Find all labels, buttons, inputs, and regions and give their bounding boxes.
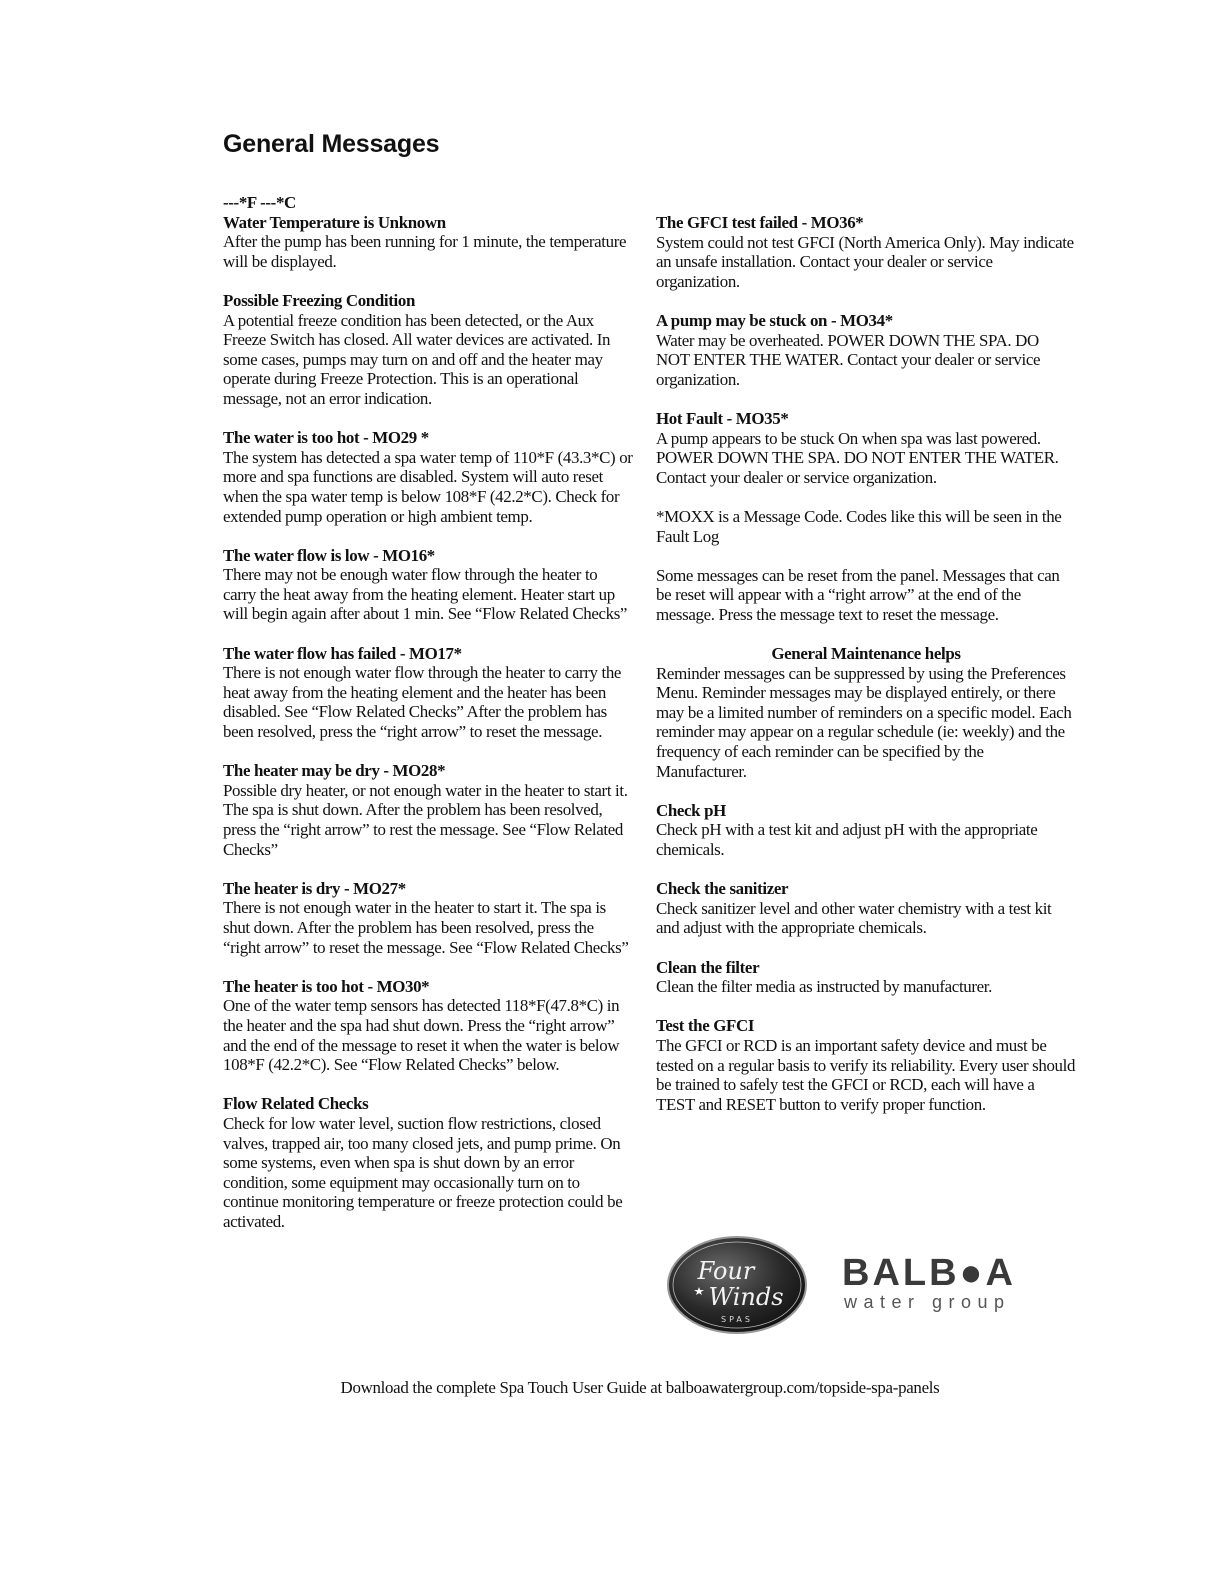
four-winds-word-winds: Winds	[708, 1283, 784, 1311]
section-mo28	[223, 761, 633, 859]
section-body: There is not enough water in the heater to start it. The spa is shut down. After the problem has been resolved, press the “right arrow” to reset the message. See “Flow Related Checks”	[223, 898, 629, 957]
balboa-logo	[838, 1252, 1048, 1318]
section-mo16	[223, 546, 633, 624]
balboa-subtitle: water group	[844, 1292, 1011, 1312]
balboa-wordmark: BALB●A	[842, 1252, 1016, 1294]
section-mo17	[223, 644, 633, 742]
section-body: A potential freeze condition has been detected, or the Aux Freeze Switch has closed. All water devices are activated. In some cases, pumps may turn on and off and the heater may operate during Freeze Protection. This is an operational message, not an error indication.	[223, 310, 611, 408]
section-heading: The water flow has failed - MO17*	[223, 643, 462, 663]
section-body: Water may be overheated. POWER DOWN THE SPA. DO NOT ENTER THE WATER. Contact your dealer or service organization.	[656, 330, 1041, 389]
section-heading: The heater is too hot - MO30*	[223, 976, 430, 996]
section-mo36	[656, 213, 1076, 291]
section-mo27	[223, 879, 633, 957]
maintenance-check-ph	[656, 801, 1076, 860]
section-body: A pump appears to be stuck On when spa was last powered. POWER DOWN THE SPA. DO NOT ENTER THE WATER. Contact your dealer or service organization.	[656, 428, 1059, 487]
section-heading: Check pH	[656, 800, 726, 820]
section-heading: Water Temperature is Unknown	[223, 212, 446, 232]
section-body: There is not enough water flow through the heater to carry the heat away from the heating element and the heater has been disabled. See “Flow Related Checks” After the problem has been resolved, press the “right arrow” to reset the message.	[223, 663, 622, 742]
note-reset-messages: Some messages can be reset from the panel. Messages that can be reset will appear with a “right arrow” at the end of the message. Press the message text to reset the message.	[656, 565, 1060, 624]
section-heading: Hot Fault - MO35*	[656, 408, 789, 428]
section-heading: The heater is dry - MO27*	[223, 878, 406, 898]
section-body: The GFCI or RCD is an important safety device and must be tested on a regular basis to verify its reliability. Every user should be trained to safely test the GFCI or RCD, each will have a TEST and RESET button to verify proper function.	[656, 1035, 1076, 1114]
footer-download-note: Download the complete Spa Touch User Guide at balboawatergroup.com/topside-spa-panels	[340, 1378, 940, 1397]
maintenance-test-gfci	[656, 1016, 1076, 1114]
maintenance-clean-filter	[656, 958, 1076, 997]
four-winds-spas-label: SPAS	[721, 1315, 753, 1324]
left-column	[223, 193, 633, 1251]
section-body: System could not test GFCI (North America Only). May indicate an unsafe installation. Contact your dealer or service organization.	[656, 232, 1074, 291]
section-heading: Possible Freezing Condition	[223, 290, 415, 310]
section-heading: Clean the filter	[656, 957, 760, 977]
section-mo30	[223, 977, 633, 1075]
four-winds-logo	[666, 1235, 808, 1335]
maintenance-check-sanitizer	[656, 879, 1076, 938]
section-body: After the pump has been running for 1 minute, the temperature will be displayed.	[223, 232, 627, 271]
section-heading: Check the sanitizer	[656, 879, 789, 899]
four-winds-word-four: Four	[697, 1257, 755, 1285]
section-body: There may not be enough water flow through the heater to carry the heat away from the heating element. Heater start up will begin again after about 1 min. See “Flow Related Checks”	[223, 565, 628, 624]
note-message-code: *MOXX is a Message Code. Codes like this will be seen in the Fault Log	[656, 506, 1062, 546]
section-body: Check sanitizer level and other water chemistry with a test kit and adjust with the appropriate chemicals.	[656, 898, 1052, 938]
section-mo35	[656, 409, 1076, 487]
section-body: One of the water temp sensors has detected 118*F(47.8*C) in the heater and the spa had shut down. Press the “right arrow” and the end of the message to reset it when the water is below 108*F (42.2*C). See “Flow Related Checks” below.	[223, 996, 620, 1075]
section-body: Check pH with a test kit and adjust pH with the appropriate chemicals.	[656, 820, 1038, 859]
section-heading: The water is too hot - MO29 *	[223, 428, 429, 448]
maintenance-intro: Reminder messages can be suppressed by using the Preferences Menu. Reminder messages may be displayed entirely, or there may be a limited number of reminders on a specific model. Each reminder may appear on a regular schedule (ie: weekly) and the frequency of each reminder can be specified by the Manufacturer.	[656, 663, 1072, 781]
section-heading: Flow Related Checks	[223, 1094, 369, 1114]
section-mo34	[656, 311, 1076, 389]
section-body: Possible dry heater, or not enough water in the heater to start it. The spa is shut down. After the problem has been resolved, press the “right arrow” to rest the message. See “Flow Related Checks”	[223, 780, 628, 859]
section-heading: The water flow is low - MO16*	[223, 545, 435, 565]
section-maintenance	[656, 644, 1076, 781]
section-body: Clean the filter media as instructed by manufacturer.	[656, 977, 993, 997]
section-heading: The heater may be dry - MO28*	[223, 761, 446, 781]
section-body: The system has detected a spa water temp of 110*F (43.3*C) or more and spa functions are disabled. System will auto reset when the spa water temp is below 108*F (42.2*C). Check for extended pump operation or high ambient temp.	[223, 447, 633, 526]
section-heading: A pump may be stuck on - MO34*	[656, 310, 893, 330]
temp-unknown-code: ---*F ---*C	[223, 193, 296, 212]
section-temp-unknown	[223, 213, 633, 272]
section-freezing	[223, 291, 633, 409]
page-title: General Messages	[223, 130, 440, 158]
section-mo29	[223, 428, 633, 526]
section-body: Check for low water level, suction flow restrictions, closed valves, trapped air, too many closed jets, and pump prime. On some systems, even when spa is shut down by an error condition, some equipment may occasionally turn on to continue monitoring temperature or freeze protection could be activated.	[223, 1113, 623, 1231]
section-heading: The GFCI test failed - MO36*	[656, 213, 864, 232]
right-column	[656, 213, 1076, 1134]
section-flow-checks	[223, 1094, 633, 1231]
section-heading: Test the GFCI	[656, 1016, 755, 1036]
maintenance-heading: General Maintenance helps	[771, 644, 961, 664]
